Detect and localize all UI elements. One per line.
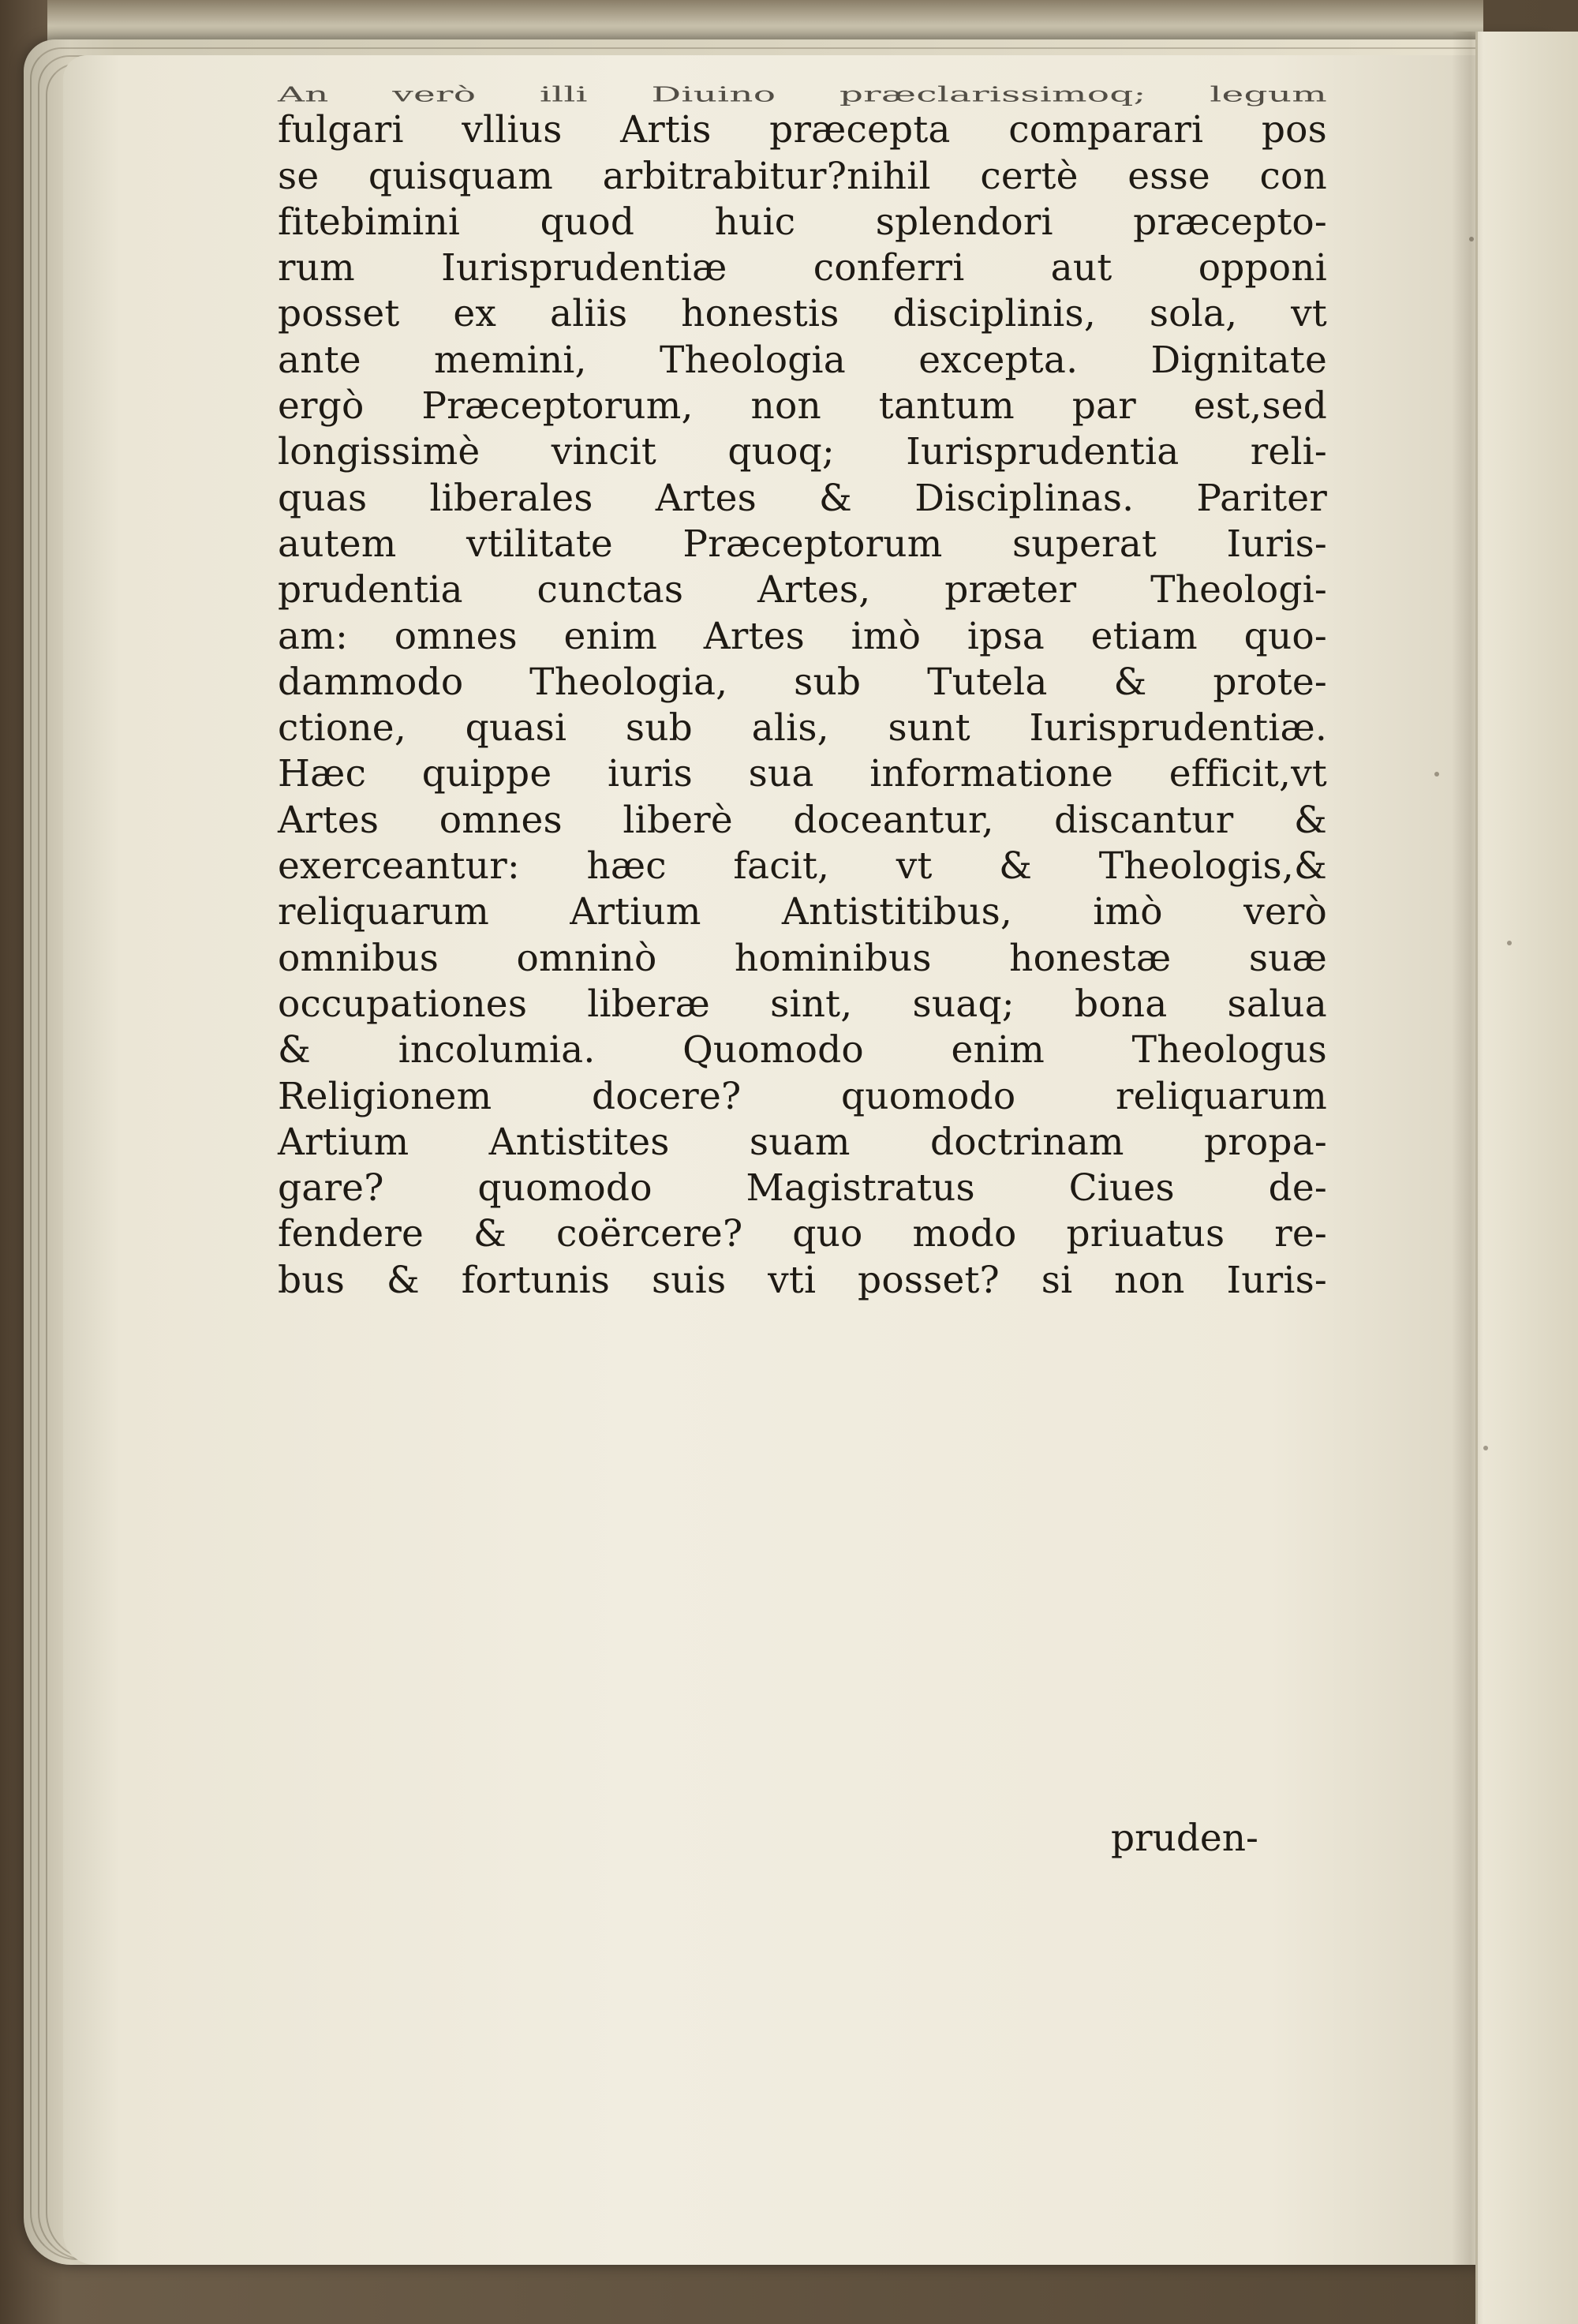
adjacent-page-margin [1475, 32, 1578, 2324]
text-line: rum Iurisprudentiæ conferri aut opponi [278, 246, 1327, 290]
text-line: Artium Antistites suam doctrinam propa- [278, 1120, 1327, 1164]
text-line: longissimè vincit quoq; Iurisprudentia reli- [278, 430, 1327, 474]
text-line: ante memini, Theologia excepta. Dignitate [278, 338, 1327, 382]
text-line: fendere & coërcere? quo modo priuatus re- [278, 1212, 1327, 1256]
text-line: reliquarum Artium Antistitibus, imò verò [278, 890, 1327, 934]
text-line: fitebimini quod huic splendori præcepto- [278, 200, 1327, 244]
text-line: Religionem docere? quomodo reliquarum [278, 1074, 1327, 1118]
text-line: Artes omnes liberè doceantur, discantur & [278, 798, 1327, 842]
paper-speck [1483, 1446, 1488, 1450]
text-line: occupationes liberæ sint, suaq; bona salua [278, 982, 1327, 1026]
body-text [278, 62, 1327, 1304]
text-line: omnibus omninò hominibus honestæ suæ [278, 936, 1327, 980]
text-line: ctione, quasi sub alis, sunt Iurisprudentiæ. [278, 706, 1327, 750]
text-line: fulgari vllius Artis præcepta comparari pos [278, 108, 1327, 152]
text-line: autem vtilitate Præceptorum superat Iuris- [278, 522, 1327, 566]
paper-speck [1434, 772, 1439, 777]
text-line: se quisquam arbitrabitur?nihil certè esse con [278, 154, 1327, 198]
gutter-shadow [1452, 32, 1483, 2324]
text-line: Hæc quippe iuris sua informatione efficit,vt [278, 752, 1327, 796]
text-line: exerceantur: hæc facit, vt & Theologis,& [278, 844, 1327, 889]
text-line: ergò Præceptorum, non tantum par est,sed [278, 384, 1327, 428]
text-line: posset ex aliis honestis disciplinis, sola, vt [278, 292, 1327, 336]
text-line: An verò illi Diuino præclarissimoq; legum [278, 82, 1327, 107]
text-line: dammodo Theologia, sub Tutela & prote- [278, 660, 1327, 704]
catchword: pruden- [1111, 1817, 1258, 1860]
paper-speck [1469, 237, 1474, 241]
text-line: & incolumia. Quomodo enim Theologus [278, 1028, 1327, 1072]
text-line: bus & fortunis suis vti posset? si non Iuris- [278, 1258, 1327, 1302]
text-line: gare? quomodo Magistratus Ciues de- [278, 1166, 1327, 1211]
paper-speck [1507, 941, 1512, 945]
text-line: am: omnes enim Artes imò ipsa etiam quo- [278, 614, 1327, 658]
text-line: quas liberales Artes & Disciplinas. Pariter [278, 476, 1327, 520]
text-line: prudentia cunctas Artes, præter Theologi- [278, 568, 1327, 612]
